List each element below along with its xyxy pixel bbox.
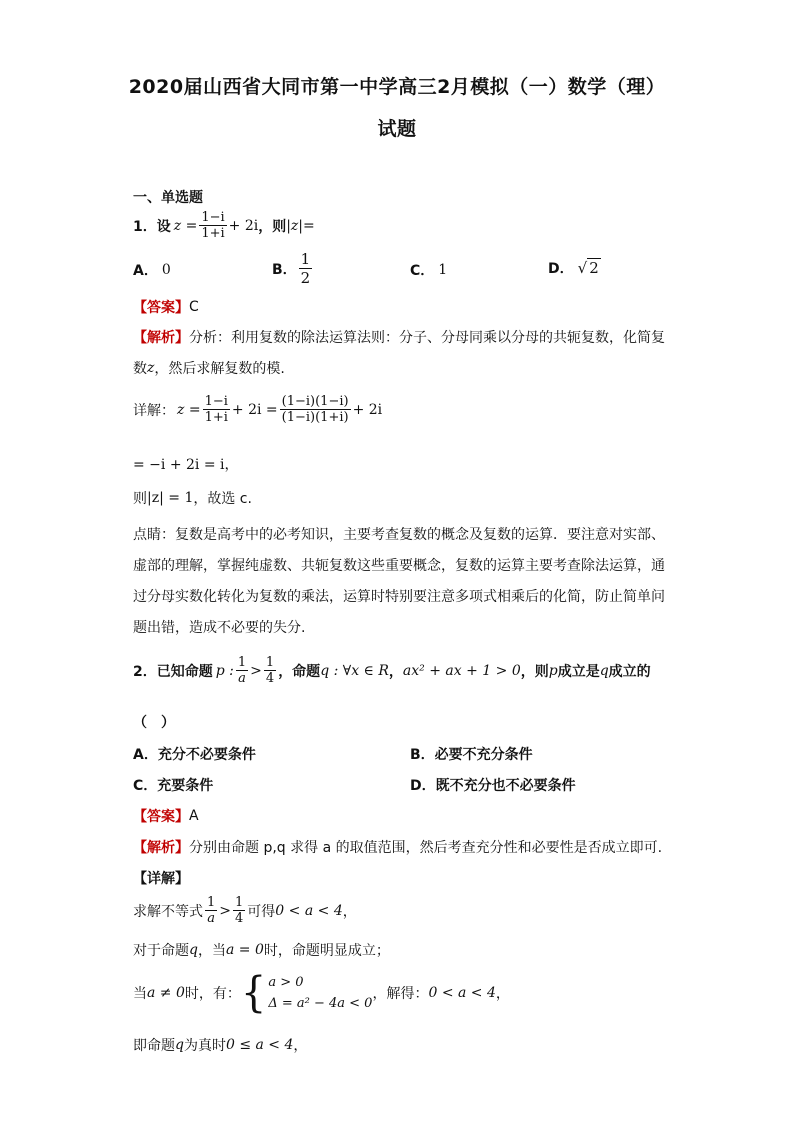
- detail-math: 0 < a < 4: [428, 985, 496, 1001]
- q2-detail-line2: [133, 940, 390, 960]
- q2-q-def: q : ∀x ∈ R: [320, 662, 389, 679]
- q2-frac-2: [264, 655, 276, 686]
- q1-remark-line: 点睛：复数是高考中的必考知识，主要考查复数的概念及复数的运算．要注意对实部、: [133, 527, 665, 543]
- q2-frac-1: [236, 655, 248, 686]
- answer-value: C: [189, 299, 199, 315]
- option-value: 0: [161, 262, 171, 278]
- analysis-text: 分析：利用复数的除法运算法则：分子、分母同乘以分母的共轭复数，化简复: [189, 330, 665, 346]
- detail-text: 则: [133, 491, 147, 507]
- detail-math: + 2i: [352, 401, 383, 418]
- detail-math: 0 ≤ a < 4: [225, 1037, 294, 1053]
- analysis-tag: 【解析】: [133, 840, 189, 856]
- question-1-stem: [133, 210, 315, 241]
- sqrt-radicand: 2: [589, 259, 599, 277]
- q1-frac-num: 1−i: [201, 210, 225, 225]
- detail-fraction: [205, 895, 217, 926]
- detail-fraction-1: [203, 394, 230, 425]
- frac-den: 1+i: [204, 410, 228, 425]
- q2-option-a: [133, 744, 256, 764]
- q2-text: 成立是: [557, 663, 600, 680]
- analysis-math: z: [147, 360, 155, 376]
- detail-text: 当: [133, 986, 147, 1002]
- detail-math: z =: [177, 401, 201, 418]
- q2-text: ，: [388, 663, 403, 680]
- q1-tail: ，则: [258, 218, 287, 235]
- frac-num: 1: [207, 895, 216, 910]
- detail-math: a = 0: [225, 942, 264, 958]
- detail-label: 详解：: [133, 402, 175, 419]
- analysis-text: ，然后求解复数的模.: [154, 361, 285, 377]
- q2-p-var: p: [548, 662, 558, 679]
- section-heading: 一、单选题: [133, 190, 203, 206]
- detail-math: q: [175, 1037, 184, 1053]
- detail-text: ，当: [197, 943, 226, 959]
- q1-option-d: [548, 258, 601, 278]
- q2-detail-line3: [133, 968, 510, 1018]
- frac-num: 1: [235, 895, 244, 910]
- option-label: D．: [410, 778, 436, 794]
- option-label: C．: [410, 263, 435, 279]
- q2-p: p :: [215, 662, 234, 679]
- q1-remark-line: 虚部的理解，掌握纯虚数、共轭复数这些重要概念，复数的运算主要考查除法运算，通: [133, 558, 665, 574]
- detail-text: ，: [293, 1038, 308, 1054]
- detail-math: q: [189, 942, 198, 958]
- q2-paren: （ ）: [133, 715, 175, 731]
- system-of-inequalities: [240, 968, 373, 1018]
- option-label: B．: [410, 747, 435, 763]
- document-title-line2: 试题: [377, 118, 417, 140]
- option-text: 充要条件: [157, 778, 214, 794]
- answer-value: A: [189, 808, 199, 824]
- left-brace-icon: {: [240, 968, 267, 1018]
- option-value: 1: [438, 262, 448, 278]
- frac-num: 1: [265, 655, 275, 670]
- system-rows: [268, 972, 372, 1014]
- analysis-text: 数: [133, 361, 147, 377]
- q1-analysis-line1: [133, 327, 665, 347]
- q2-text: 成立的: [608, 663, 651, 680]
- detail-text: 即命题: [133, 1038, 175, 1054]
- q2-detail-tag: 【详解】: [133, 871, 189, 887]
- q2-gt: >: [250, 662, 262, 679]
- analysis-tag: 【解析】: [133, 330, 189, 346]
- detail-math: 0 < a < 4: [275, 902, 343, 919]
- option-label: D．: [548, 261, 574, 277]
- q1-option-a: [133, 260, 171, 280]
- q1-fraction: [199, 210, 226, 241]
- option-text: 既不充分也不必要条件: [435, 778, 576, 794]
- detail-math: >: [219, 902, 232, 919]
- q2-option-b: [410, 744, 533, 764]
- system-row: a > 0: [268, 975, 304, 990]
- detail-fraction: [233, 895, 245, 926]
- detail-math: + 2i =: [231, 401, 278, 418]
- answer-tag: 【答案】: [133, 809, 189, 825]
- frac-den: 4: [235, 911, 244, 926]
- option-text: 必要不充分条件: [434, 747, 533, 763]
- option-label: C．: [133, 778, 158, 794]
- frac-den: 4: [265, 671, 275, 686]
- frac-num: (1−i)(1−i): [281, 394, 349, 409]
- q1-remark-line: 题出错，造成不必要的失分.: [133, 620, 306, 636]
- q1-option-c: [410, 260, 447, 280]
- frac-den: a: [238, 671, 246, 686]
- q1-option-b: [272, 250, 314, 287]
- question-1-number: 1．设: [133, 218, 171, 235]
- detail-math: |z| = 1: [147, 490, 194, 506]
- system-row: Δ = a² − 4a < 0: [268, 996, 373, 1011]
- frac-den: (1−i)(1+i): [281, 410, 349, 425]
- q2-option-d: [410, 775, 576, 795]
- q1-detail-line3: [133, 488, 252, 508]
- detail-text: ，: [495, 986, 510, 1002]
- option-label: B．: [272, 261, 297, 278]
- option-fraction: [299, 250, 313, 287]
- frac-num: 1: [237, 655, 247, 670]
- detail-text: 可得: [247, 903, 276, 920]
- q2-q-var: q: [599, 662, 609, 679]
- q1-frac-den: 1+i: [201, 226, 225, 241]
- detail-text: 时，有：: [184, 986, 241, 1002]
- detail-text: ，解得：: [372, 986, 429, 1002]
- detail-math: a ≠ 0: [147, 985, 185, 1001]
- q2-detail-line1: [133, 895, 357, 926]
- option-frac-den: 2: [300, 269, 311, 287]
- frac-den: a: [207, 911, 216, 926]
- question-2-stem: [133, 655, 651, 686]
- q2-text: ，则: [520, 663, 549, 680]
- option-label: A．: [133, 263, 158, 279]
- detail-text: 为真时: [183, 1038, 226, 1054]
- q2-inequality: ax² + ax + 1 > 0: [402, 662, 521, 679]
- detail-text: 求解不等式: [133, 903, 203, 920]
- detail-fraction-2: [280, 394, 351, 425]
- q2-option-c: [133, 775, 213, 795]
- option-text: 充分不必要条件: [157, 747, 256, 763]
- q2-analysis: [133, 837, 662, 857]
- q1-detail-line1: [133, 394, 382, 425]
- option-frac-num: 1: [300, 250, 311, 268]
- q1-z-eq: z =: [173, 217, 198, 234]
- analysis-text: 分别由命题 p,q 求得 a 的取值范围，然后考查充分性和必要性是否成立即可.: [189, 840, 663, 856]
- detail-text: 对于命题: [133, 943, 189, 959]
- question-2-number: 2．已知命题: [133, 663, 213, 680]
- option-label: A．: [133, 747, 158, 763]
- detail-text: ，故选 c.: [193, 491, 252, 507]
- q2-answer: [133, 806, 199, 826]
- q2-detail-line4: [133, 1035, 307, 1055]
- answer-tag: 【答案】: [133, 300, 189, 316]
- sqrt-expression: √ 2: [577, 259, 599, 277]
- frac-num: 1−i: [204, 394, 228, 409]
- q1-answer: [133, 297, 199, 317]
- document-title-line1: 2020届山西省大同市第一中学高三2月模拟（一）数学（理）: [128, 76, 666, 98]
- q1-plus: + 2i: [228, 217, 259, 234]
- q1-remark-line: 过分母实数化转化为复数的乘法，运算时特别要注意多项式相乘后的化简，防止简单问: [133, 589, 665, 605]
- detail-text: 时，命题明显成立；: [263, 943, 390, 959]
- q2-text: ，命题: [278, 663, 321, 680]
- q1-detail-line2: = −i + 2i = i，: [133, 457, 239, 473]
- q1-analysis-line2: [133, 358, 285, 378]
- q1-abs: |z|=: [286, 217, 315, 234]
- detail-text: ，: [342, 903, 357, 920]
